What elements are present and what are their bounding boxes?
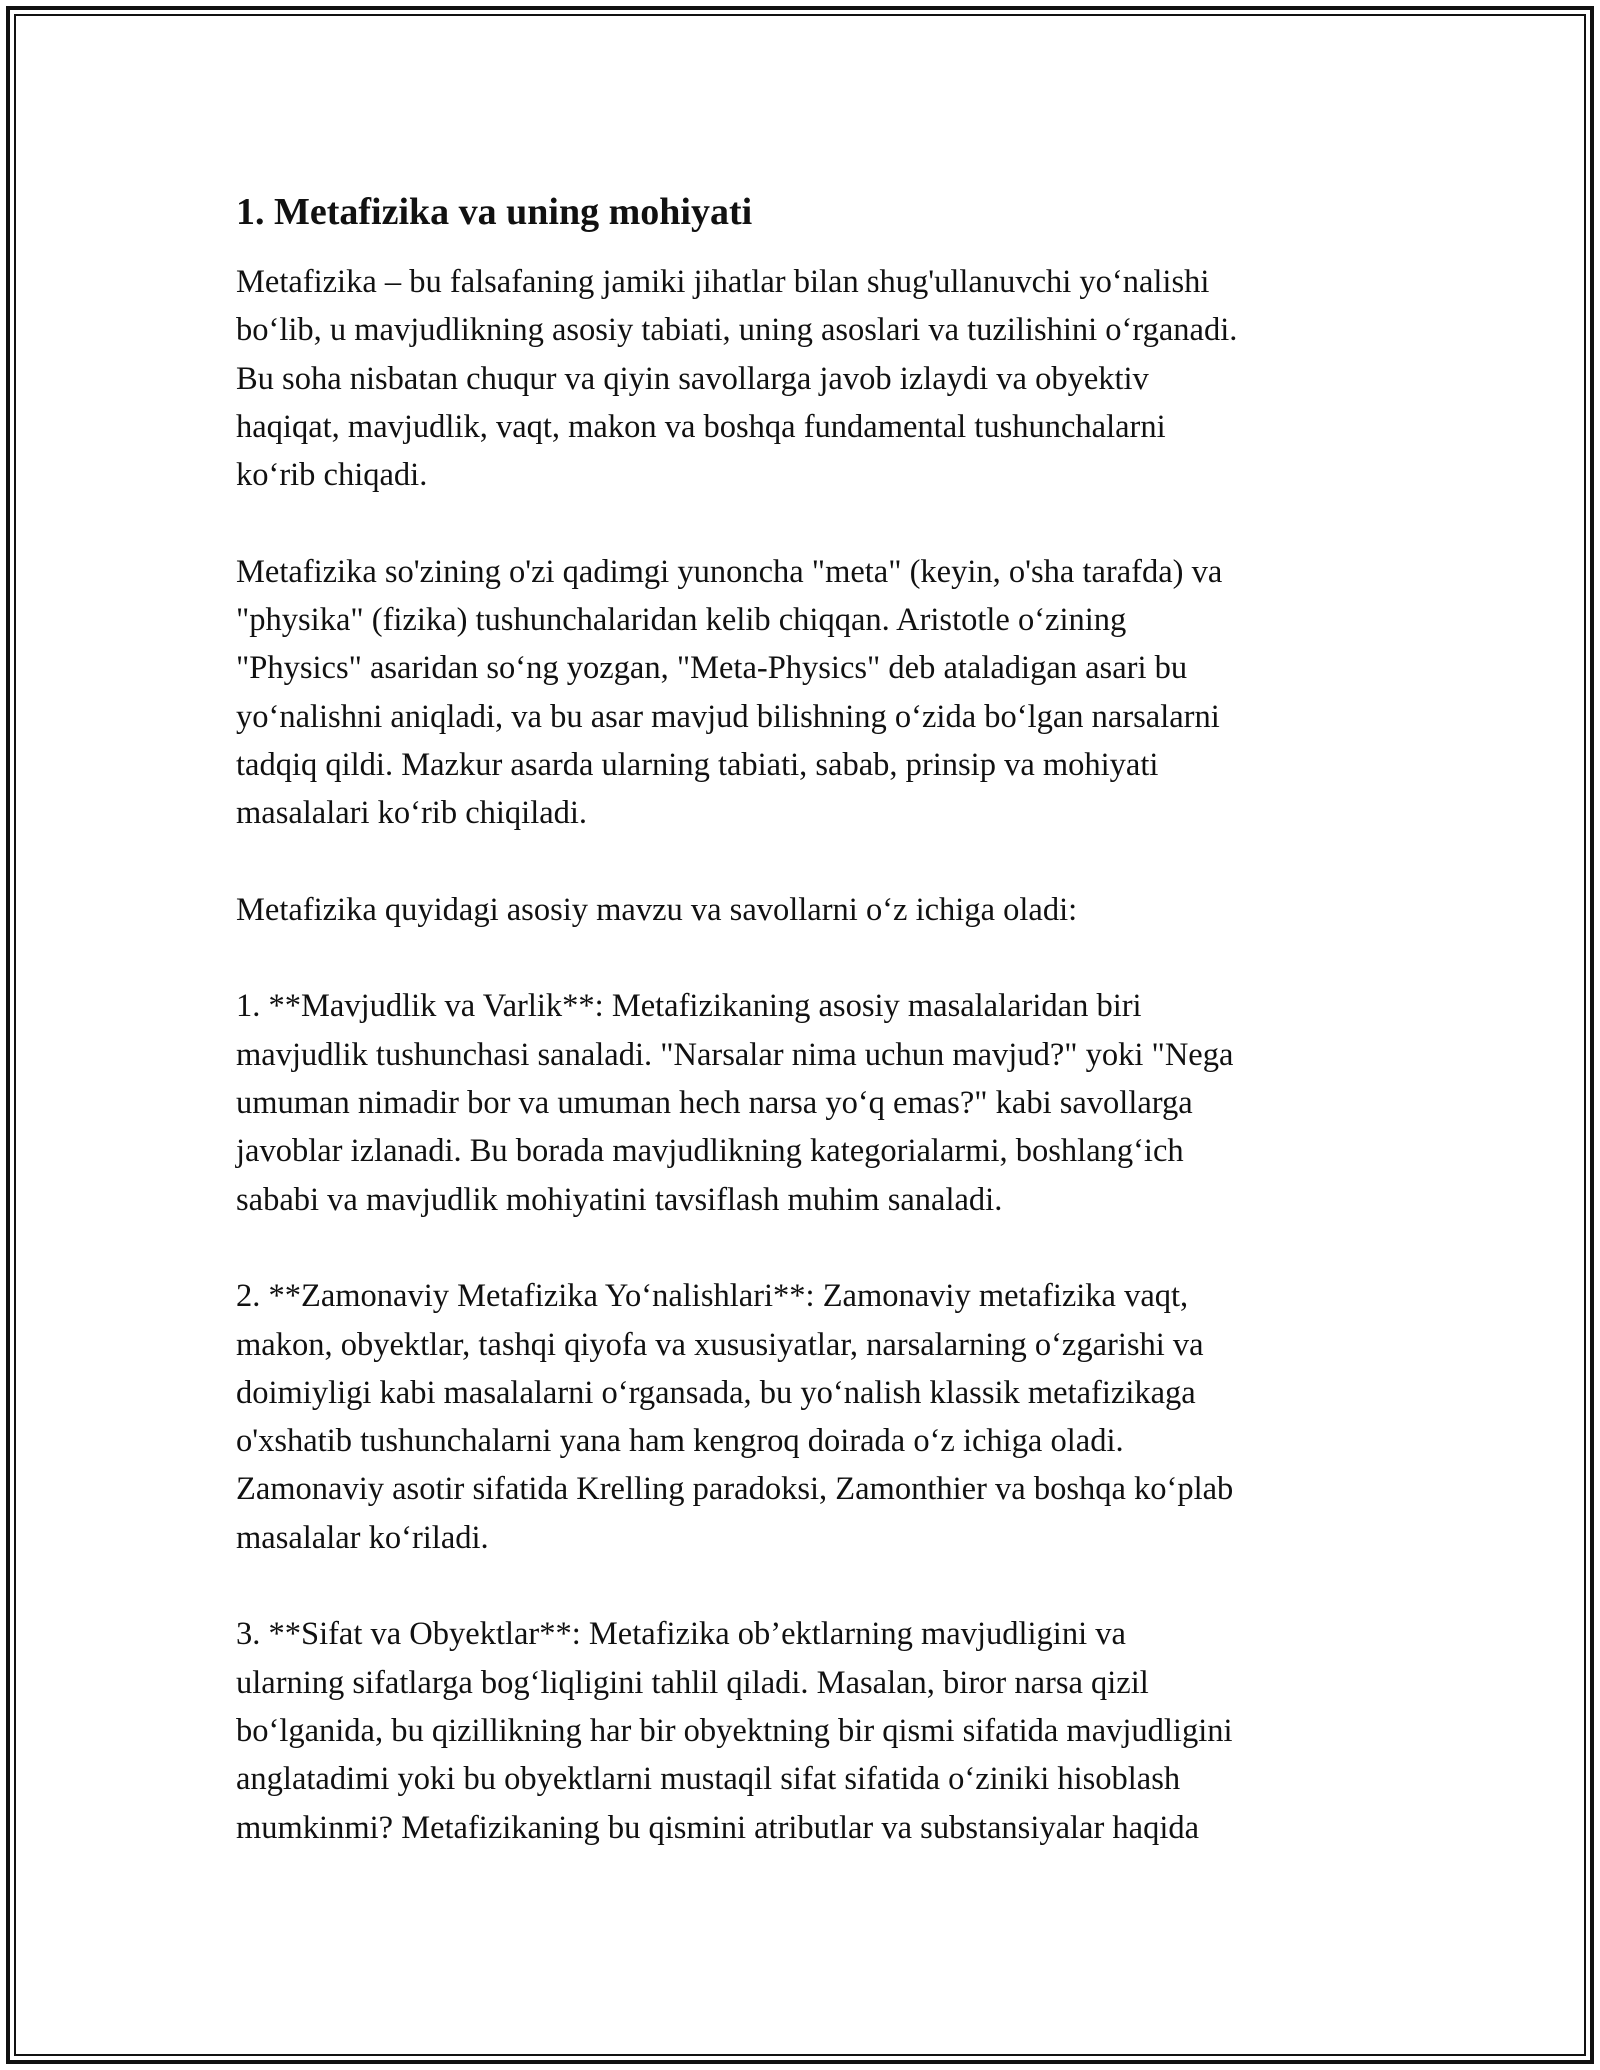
document-body — [236, 188, 1376, 1900]
text-line: masalalari ko‘rib chiqiladi. — [236, 795, 588, 832]
paragraph — [236, 548, 1376, 838]
text-line: mumkinmi? Metafizikaning bu qismini atributlar va substansiyalar haqida — [236, 1809, 1200, 1846]
text-line: ko‘rib chiqadi. — [236, 457, 428, 494]
paragraph — [236, 886, 1376, 934]
paragraph — [236, 1272, 1376, 1562]
text-line: Bu soha nisbatan chuqur va qiyin savollarga javob izlaydi va obyektiv — [236, 360, 1149, 397]
text-line: "physika" (fizika) tushunchalaridan kelib chiqqan. Aristotle o‘zining — [236, 602, 1127, 639]
text-line: 1. **Mavjudlik va Varlik**: Metafizikaning asosiy masalalaridan biri — [236, 988, 1142, 1025]
text-line: Metafizika – bu falsafaning jamiki jihatlar bilan shug'ullanuvchi yo‘nalishi — [236, 264, 1210, 300]
text-line: bo‘lganida, bu qizillikning har bir obyektning bir qismi sifatida mavjudligini — [236, 1712, 1233, 1749]
text-line: Metafizika quyidagi asosiy mavzu va savollarni o‘z ichiga oladi: — [236, 891, 1078, 928]
text-line: doimiyligi kabi masalalarni o‘rgansada, bu yo‘nalish klassik metafizikaga — [236, 1374, 1196, 1411]
text-line: yo‘nalishni aniqladi, va bu asar mavjud bilishning o‘zida bo‘lgan narsalarni — [236, 698, 1220, 735]
text-line: 2. **Zamonaviy Metafizika Yo‘nalishlari**: Zamonaviy metafizika vaqt, — [236, 1278, 1189, 1315]
text-line: bo‘lib, u mavjudlikning asosiy tabiati, uning asoslari va tuzilishini o‘rganadi. — [236, 312, 1238, 349]
paragraph — [236, 258, 1376, 499]
text-line: tadqiq qildi. Mazkur asarda ularning tabiati, sabab, prinsip va mohiyati — [236, 746, 1159, 783]
text-line: Metafizika so'zining o'zi qadimgi yunoncha "meta" (keyin, o'sha tarafda) va — [236, 553, 1223, 590]
section-heading: 1. Metafizika va uning mohiyati — [236, 191, 753, 233]
text-line: masalalar ko‘riladi. — [236, 1519, 489, 1556]
text-line: javoblar izlanadi. Bu borada mavjudlikning kategorialarmi, boshlang‘ich — [236, 1133, 1184, 1170]
paragraph-container — [236, 258, 1376, 1852]
text-line: makon, obyektlar, tashqi qiyofa va xususiyatlar, narsalarning o‘zgarishi va — [236, 1326, 1204, 1363]
text-line: ularning sifatlarga bog‘liqligini tahlil qiladi. Masalan, biror narsa qizil — [236, 1664, 1149, 1701]
text-line: umuman nimadir bor va umuman hech narsa yo‘q emas?" kabi savollarga — [236, 1085, 1193, 1122]
text-line: mavjudlik tushunchasi sanaladi. "Narsalar nima uchun mavjud?" yoki "Nega — [236, 1036, 1234, 1073]
paragraph — [236, 982, 1376, 1223]
text-line: sababi va mavjudlik mohiyatini tavsiflash muhim sanaladi. — [236, 1181, 1003, 1218]
text-line: 3. **Sifat va Obyektlar**: Metafizika ob’ektlarning mavjudligini va — [236, 1616, 1126, 1653]
text-line: Zamonaviy asotir sifatida Krelling paradoksi, Zamonthier va boshqa ko‘plab — [236, 1471, 1234, 1508]
paragraph — [236, 1610, 1376, 1851]
text-line: o'xshatib tushunchalarni yana ham kengroq doirada o‘z ichiga oladi. — [236, 1423, 1124, 1460]
text-line: haqiqat, mavjudlik, vaqt, makon va boshqa fundamental tushunchalarni — [236, 408, 1166, 445]
text-line: "Physics" asaridan so‘ng yozgan, "Meta-Physics" deb ataladigan asari bu — [236, 650, 1188, 687]
text-line: anglatadimi yoki bu obyektlarni mustaqil sifat sifatida o‘ziniki hisoblash — [236, 1761, 1181, 1798]
